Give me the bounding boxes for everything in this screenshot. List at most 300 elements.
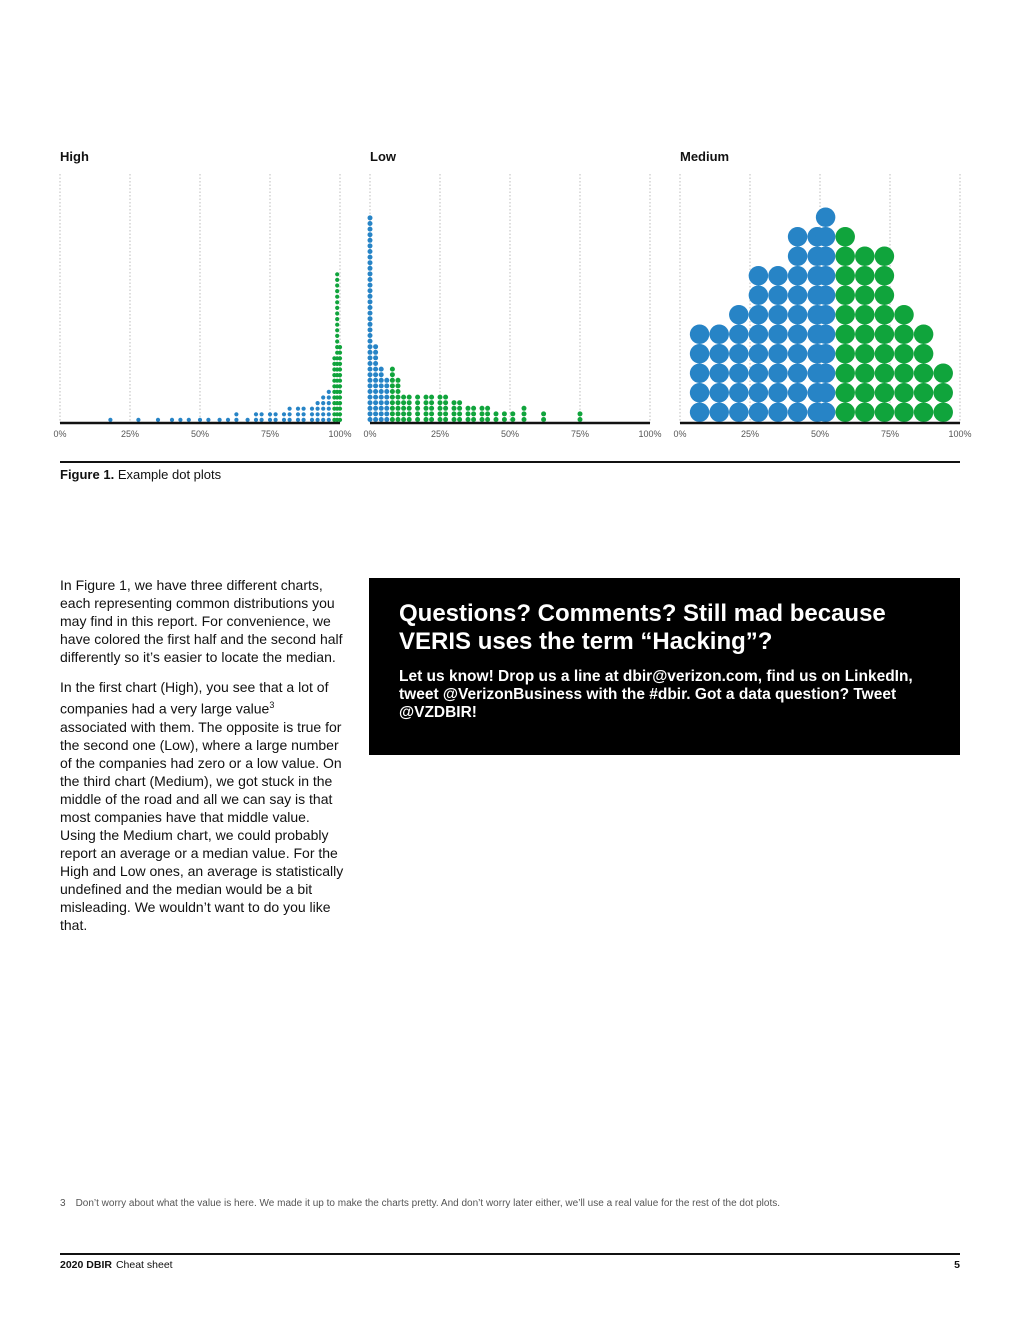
data-dot [368,243,373,248]
data-dot [368,283,373,288]
data-dot [894,344,914,364]
data-dot [788,383,808,403]
x-tick-label: 25% [120,429,140,439]
data-dot [390,395,395,400]
data-dot [835,325,855,345]
data-dot [368,215,373,220]
data-dot [338,351,342,355]
footnote-number: 3 [60,1198,66,1209]
data-dot [368,383,373,388]
data-dot [296,412,300,416]
data-dot [338,407,342,411]
data-dot [338,395,342,399]
data-dot [384,417,389,422]
data-dot [234,412,238,416]
data-dot [816,208,836,228]
data-dot [466,406,471,411]
data-dot [321,407,325,411]
data-dot [816,266,836,286]
data-dot [335,323,339,327]
data-dot [415,400,420,405]
data-dot [368,322,373,327]
data-dot [296,418,300,422]
data-dot [396,417,401,422]
data-dot [522,411,527,416]
data-dot [894,403,914,423]
data-dot [260,412,264,416]
data-dot [914,325,934,345]
data-dot [384,389,389,394]
data-dot [187,418,191,422]
data-dot [471,406,476,411]
data-dot [373,355,378,360]
data-dot [480,417,485,422]
data-dot [384,395,389,400]
data-dot [302,412,306,416]
data-dot [443,395,448,400]
data-dot [288,407,292,411]
data-dot [485,411,490,416]
data-dot [788,305,808,325]
data-dot [835,286,855,306]
data-dot [335,306,339,310]
data-dot [788,403,808,423]
data-dot [373,361,378,366]
data-dot [443,400,448,405]
data-dot [788,364,808,384]
callout-heading: Questions? Comments? Still mad because VERIS uses the term “Hacking”? [399,600,886,655]
dot-plot-medium [670,170,970,445]
x-tick-label: 50% [500,429,520,439]
data-dot [438,400,443,405]
data-dot [379,406,384,411]
data-dot [429,406,434,411]
data-dot [729,383,749,403]
x-tick-label: 25% [740,429,760,439]
data-dot [390,383,395,388]
data-dot [749,286,769,306]
data-dot [709,325,729,345]
data-dot [709,383,729,403]
data-dot [855,305,875,325]
data-dot [156,418,160,422]
data-dot [788,227,808,247]
data-dot [401,395,406,400]
data-dot [368,400,373,405]
data-dot [384,400,389,405]
data-dot [485,406,490,411]
data-dot [373,344,378,349]
data-dot [368,395,373,400]
data-dot [816,325,836,345]
data-dot [424,400,429,405]
data-dot [510,411,515,416]
x-tick-label: 100% [948,429,972,439]
data-dot [368,389,373,394]
data-dot [302,407,306,411]
data-dot [368,271,373,276]
data-dot [768,383,788,403]
data-dot [310,418,314,422]
x-tick-label: 75% [570,429,590,439]
x-tick-label: 0% [673,429,687,439]
data-dot [749,325,769,345]
chart-title-medium: Medium [680,149,730,164]
data-dot [424,411,429,416]
data-dot [494,417,499,422]
data-dot [452,411,457,416]
data-dot [835,227,855,247]
data-dot [373,400,378,405]
data-dot [816,305,836,325]
data-dot [218,418,222,422]
data-dot [274,418,278,422]
data-dot [835,305,855,325]
data-dot [335,278,339,282]
data-dot [368,361,373,366]
data-dot [816,344,836,364]
data-dot [438,395,443,400]
data-dot [260,418,264,422]
data-dot [327,407,331,411]
x-tick-label: 50% [810,429,830,439]
data-dot [396,378,401,383]
data-dot [438,411,443,416]
data-dot [316,407,320,411]
data-dot [396,383,401,388]
data-dot [321,418,325,422]
data-dot [108,418,112,422]
data-dot [855,325,875,345]
data-dot [368,316,373,321]
data-dot [379,372,384,377]
data-dot [373,372,378,377]
data-dot [368,339,373,344]
data-dot [368,411,373,416]
data-dot [788,247,808,267]
data-dot [368,249,373,254]
page-number: 5 [954,1259,960,1271]
data-dot [321,395,325,399]
data-dot [816,383,836,403]
data-dot [429,417,434,422]
dot-plot-low [360,170,660,445]
data-dot [835,247,855,267]
data-dot [368,367,373,372]
data-dot [327,401,331,405]
x-tick-label: 100% [638,429,662,439]
x-tick-label: 50% [190,429,210,439]
data-dot [709,344,729,364]
data-dot [226,418,230,422]
data-dot [875,305,895,325]
data-dot [373,383,378,388]
body-paragraph-2-start: In the first chart (High), you see that a lot of companies had a very large value [60,679,329,717]
data-dot [384,383,389,388]
data-dot [855,344,875,364]
data-dot [768,266,788,286]
data-dot [894,383,914,403]
data-dot [415,395,420,400]
data-dot [390,378,395,383]
data-dot [379,400,384,405]
footer-divider [60,1253,960,1255]
data-dot [690,325,710,345]
data-dot [206,418,210,422]
data-dot [466,417,471,422]
data-dot [788,266,808,286]
data-dot [415,417,420,422]
data-dot [379,411,384,416]
data-dot [373,411,378,416]
data-dot [816,286,836,306]
footer-title: Cheat sheet [115,1259,173,1271]
data-dot [855,286,875,306]
data-dot [282,412,286,416]
data-dot [522,417,527,422]
data-dot [438,406,443,411]
data-dot [274,412,278,416]
data-dot [379,383,384,388]
data-dot [368,232,373,237]
data-dot [541,417,546,422]
data-dot [415,411,420,416]
data-dot [316,418,320,422]
data-dot [335,334,339,338]
data-dot [335,317,339,321]
data-dot [338,362,342,366]
data-dot [749,383,769,403]
data-dot [327,412,331,416]
data-dot [379,395,384,400]
data-dot [384,411,389,416]
data-dot [338,379,342,383]
data-dot [457,400,462,405]
data-dot [452,417,457,422]
data-dot [368,355,373,360]
data-dot [875,325,895,345]
data-dot [457,417,462,422]
data-dot [894,364,914,384]
data-dot [368,266,373,271]
data-dot [390,400,395,405]
data-dot [875,364,895,384]
x-tick-label: 100% [328,429,352,439]
data-dot [855,247,875,267]
data-dot [373,389,378,394]
data-dot [429,400,434,405]
data-dot [368,277,373,282]
data-dot [338,356,342,360]
data-dot [288,412,292,416]
data-dot [373,350,378,355]
data-dot [335,272,339,276]
data-dot [424,395,429,400]
chart-title-low: Low [370,149,396,164]
data-dot [457,406,462,411]
data-dot [541,411,546,416]
data-dot [494,411,499,416]
data-dot [835,364,855,384]
data-dot [321,401,325,405]
data-dot [466,411,471,416]
x-tick-label: 25% [430,429,450,439]
data-dot [327,395,331,399]
data-dot [338,412,342,416]
data-dot [443,411,448,416]
data-dot [335,328,339,332]
data-dot [396,411,401,416]
data-dot [390,367,395,372]
data-dot [368,227,373,232]
body-paragraph-2-end: associated with them. The opposite is true for the second one (Low), where a large number of the companies had zero or a low value. On the third chart (Medium), we got stuck in the middle of the road and all we can say is that most companies have that middle value. Using the Medium chart, we could probably report an average or a median value. For the High and Low ones, an average is statistically undefined and the median would be a bit misleading. We wouldn’t want to do you like that. [60,718,344,933]
data-dot [338,384,342,388]
data-dot [178,418,182,422]
data-dot [368,333,373,338]
data-dot [368,294,373,299]
data-dot [485,417,490,422]
data-dot [401,411,406,416]
data-dot [368,406,373,411]
data-dot [816,247,836,267]
data-dot [170,418,174,422]
data-dot [933,364,953,384]
data-dot [338,373,342,377]
data-dot [384,378,389,383]
data-dot [396,400,401,405]
data-dot [373,395,378,400]
data-dot [933,403,953,423]
data-dot [396,389,401,394]
data-dot [384,406,389,411]
data-dot [933,383,953,403]
data-dot [894,305,914,325]
data-dot [835,403,855,423]
figure-label: Figure 1. [60,467,115,482]
data-dot [254,412,258,416]
data-dot [401,406,406,411]
data-dot [401,417,406,422]
x-tick-label: 0% [363,429,377,439]
data-dot [424,406,429,411]
data-dot [457,411,462,416]
data-dot [424,417,429,422]
data-dot [438,417,443,422]
data-dot [875,403,895,423]
data-dot [379,378,384,383]
data-dot [816,364,836,384]
data-dot [914,383,934,403]
data-dot [316,412,320,416]
data-dot [368,288,373,293]
data-dot [768,305,788,325]
data-dot [875,266,895,286]
data-dot [816,403,836,423]
data-dot [749,403,769,423]
data-dot [335,311,339,315]
data-dot [396,395,401,400]
figure-caption-text: Example dot plots [117,467,222,482]
data-dot [835,266,855,286]
data-dot [282,418,286,422]
data-dot [327,390,331,394]
data-dot [788,286,808,306]
dot-plot-high [50,170,350,445]
data-dot [401,400,406,405]
data-dot [407,411,412,416]
data-dot [729,305,749,325]
data-dot [379,417,384,422]
data-dot [268,412,272,416]
data-dot [368,311,373,316]
data-dot [749,344,769,364]
data-dot [502,417,507,422]
data-dot [471,417,476,422]
callout-text: Let us know! Drop us a line at dbir@verizon.com, find us on LinkedIn, tweet @VerizonBusiness with the #dbir. Got a data question? Tweet @VZDBIR! [399,668,913,721]
data-dot [452,400,457,405]
data-dot [310,412,314,416]
data-dot [709,364,729,384]
data-dot [788,325,808,345]
data-dot [452,406,457,411]
data-dot [690,364,710,384]
data-dot [415,406,420,411]
data-dot [407,395,412,400]
data-dot [379,389,384,394]
data-dot [578,411,583,416]
data-dot [914,344,934,364]
data-dot [327,418,331,422]
figure-divider [60,461,960,463]
data-dot [302,418,306,422]
footnote-text: Don’t worry about what the value is here. We made it up to make the charts pretty. And don’t worry later either, we’ll use a real value for the rest of the dot plots. [75,1198,780,1209]
data-dot [368,372,373,377]
x-tick-label: 75% [260,429,280,439]
data-dot [749,266,769,286]
data-dot [816,227,836,247]
data-dot [429,411,434,416]
data-dot [788,344,808,364]
data-dot [768,403,788,423]
data-dot [390,389,395,394]
data-dot [254,418,258,422]
data-dot [335,295,339,299]
data-dot [368,238,373,243]
data-dot [335,283,339,287]
data-dot [368,344,373,349]
data-dot [502,411,507,416]
data-dot [296,407,300,411]
data-dot [368,255,373,260]
data-dot [338,418,342,422]
data-dot [338,390,342,394]
data-dot [373,367,378,372]
data-dot [480,411,485,416]
data-dot [578,417,583,422]
data-dot [729,344,749,364]
data-dot [875,247,895,267]
data-dot [749,305,769,325]
data-dot [443,417,448,422]
data-dot [480,406,485,411]
data-dot [407,400,412,405]
data-dot [768,325,788,345]
data-dot [379,367,384,372]
data-dot [690,403,710,423]
data-dot [690,344,710,364]
data-dot [390,372,395,377]
data-dot [749,364,769,384]
